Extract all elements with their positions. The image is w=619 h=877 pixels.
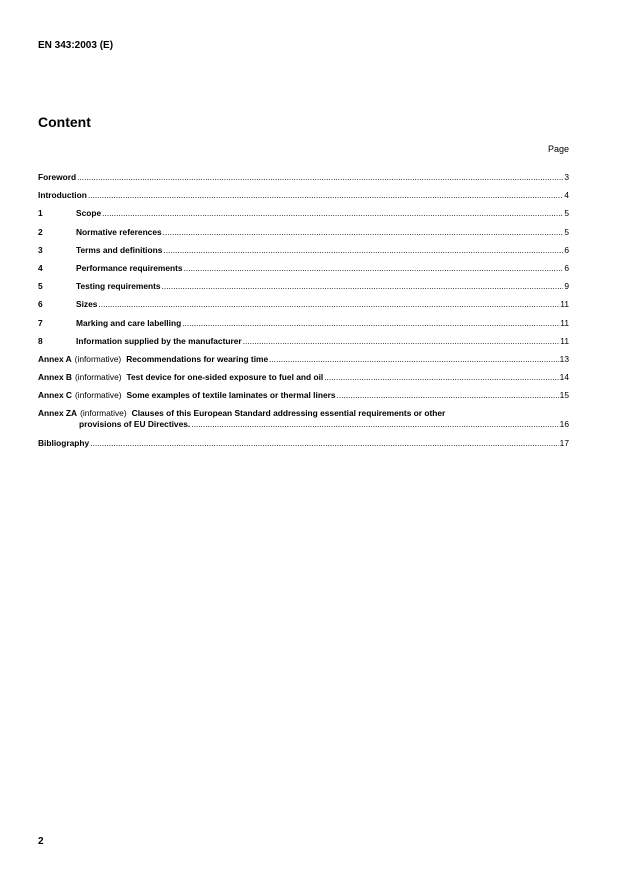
leader-dots xyxy=(191,419,558,430)
toc-entry-label: Marking and care labelling xyxy=(76,317,182,328)
leader-dots xyxy=(77,172,563,183)
toc-page-number: 9 xyxy=(564,281,569,292)
toc-entry-label: Normative references xyxy=(76,226,162,237)
toc-page-number: 13 xyxy=(559,353,569,364)
toc-entry-testing-requirements[interactable] xyxy=(38,281,569,292)
toc-entry-number: 2 xyxy=(38,226,43,237)
toc-entry-number: 6 xyxy=(38,299,43,310)
leader-dots xyxy=(90,438,558,449)
toc-entry-normative-references[interactable] xyxy=(38,227,569,238)
annex-title: Clauses of this European Standard addressing essential requirements or other xyxy=(131,408,446,419)
toc-entry-annex-a[interactable] xyxy=(38,354,569,365)
toc-entry-marking-and-care-labelling[interactable] xyxy=(38,318,569,329)
toc-entry-label: Foreword xyxy=(38,172,77,182)
annex-za-first-line xyxy=(38,408,569,419)
annex-title: Test device for one-sided exposure to fuel and oil xyxy=(126,372,324,383)
leader-dots xyxy=(88,190,563,201)
toc-entry-bibliography[interactable] xyxy=(38,438,569,449)
toc-entry-number: 1 xyxy=(38,208,43,219)
toc-page-number: 3 xyxy=(564,172,569,182)
toc-page-number: 4 xyxy=(564,190,569,201)
leader-dots xyxy=(182,318,559,329)
toc-entry-terms-and-definitions[interactable] xyxy=(38,245,569,256)
toc-entry-annex-b[interactable] xyxy=(38,372,569,383)
toc-entry-sizes[interactable] xyxy=(38,299,569,310)
annex-type: (informative) xyxy=(74,372,122,383)
annex-label: Annex C xyxy=(38,390,72,401)
toc-entry-label: Scope xyxy=(76,208,102,219)
annex-type: (informative) xyxy=(80,408,127,419)
toc-entry-label: Testing requirements xyxy=(76,281,161,292)
toc-entry-label: Information supplied by the manufacturer xyxy=(76,335,242,346)
leader-dots xyxy=(184,263,564,274)
toc-page-number: 5 xyxy=(564,226,569,237)
toc-page-number: 16 xyxy=(559,419,569,430)
toc-page-number: 11 xyxy=(560,317,569,328)
toc-entry-scope[interactable] xyxy=(38,208,569,219)
toc-entry-number: 4 xyxy=(38,262,43,273)
toc-page-number: 6 xyxy=(564,244,569,255)
toc-entry-number: 3 xyxy=(38,244,43,255)
toc-entry-performance-requirements[interactable] xyxy=(38,263,569,274)
annex-label: Annex B xyxy=(38,372,72,383)
toc-page-number: 11 xyxy=(560,299,569,310)
toc-entry-information-supplied[interactable] xyxy=(38,336,569,347)
page-title: Content xyxy=(38,114,91,130)
document-id-header: EN 343:2003 (E) xyxy=(38,40,114,51)
toc-page-number: 14 xyxy=(559,372,569,383)
annex-label: Annex ZA xyxy=(38,408,78,419)
toc-entry-label: Performance requirements xyxy=(76,262,183,273)
leader-dots xyxy=(269,354,559,365)
toc-entry-label: Introduction xyxy=(38,190,87,201)
annex-type: (informative) xyxy=(74,390,122,401)
toc-page-number: 17 xyxy=(559,437,569,448)
toc-entry-introduction[interactable] xyxy=(38,190,569,201)
toc-page-number: 5 xyxy=(564,208,569,219)
leader-dots xyxy=(324,372,558,383)
toc-entry-foreword[interactable] xyxy=(38,172,569,183)
toc-page-number: 15 xyxy=(559,390,569,401)
toc-page-number: 11 xyxy=(560,335,569,346)
table-of-contents xyxy=(38,172,569,456)
leader-dots xyxy=(163,245,563,256)
toc-page-number: 6 xyxy=(564,262,569,273)
leader-dots xyxy=(162,281,564,292)
page-number: 2 xyxy=(38,836,44,847)
annex-title-continuation: provisions of EU Directives. xyxy=(79,419,191,430)
annex-label: Annex A xyxy=(38,353,72,364)
toc-entry-number: 7 xyxy=(38,317,43,328)
leader-dots xyxy=(102,208,563,219)
page-column-label: Page xyxy=(547,144,569,154)
toc-entry-label: Terms and definitions xyxy=(76,244,163,255)
leader-dots xyxy=(163,227,564,238)
leader-dots xyxy=(337,390,559,401)
leader-dots xyxy=(243,336,560,347)
toc-entry-label: Bibliography xyxy=(38,437,90,448)
annex-za-second-line xyxy=(38,419,569,430)
toc-entry-annex-za[interactable] xyxy=(38,408,569,430)
toc-entry-number: 8 xyxy=(38,335,43,346)
toc-entry-label: Sizes xyxy=(76,299,98,310)
annex-title: Recommendations for wearing time xyxy=(126,353,269,364)
annex-type: (informative) xyxy=(74,353,122,364)
toc-entry-number: 5 xyxy=(38,281,43,292)
toc-entry-annex-c[interactable] xyxy=(38,390,569,401)
leader-dots xyxy=(98,299,559,310)
annex-title: Some examples of textile laminates or thermal liners xyxy=(126,390,336,401)
